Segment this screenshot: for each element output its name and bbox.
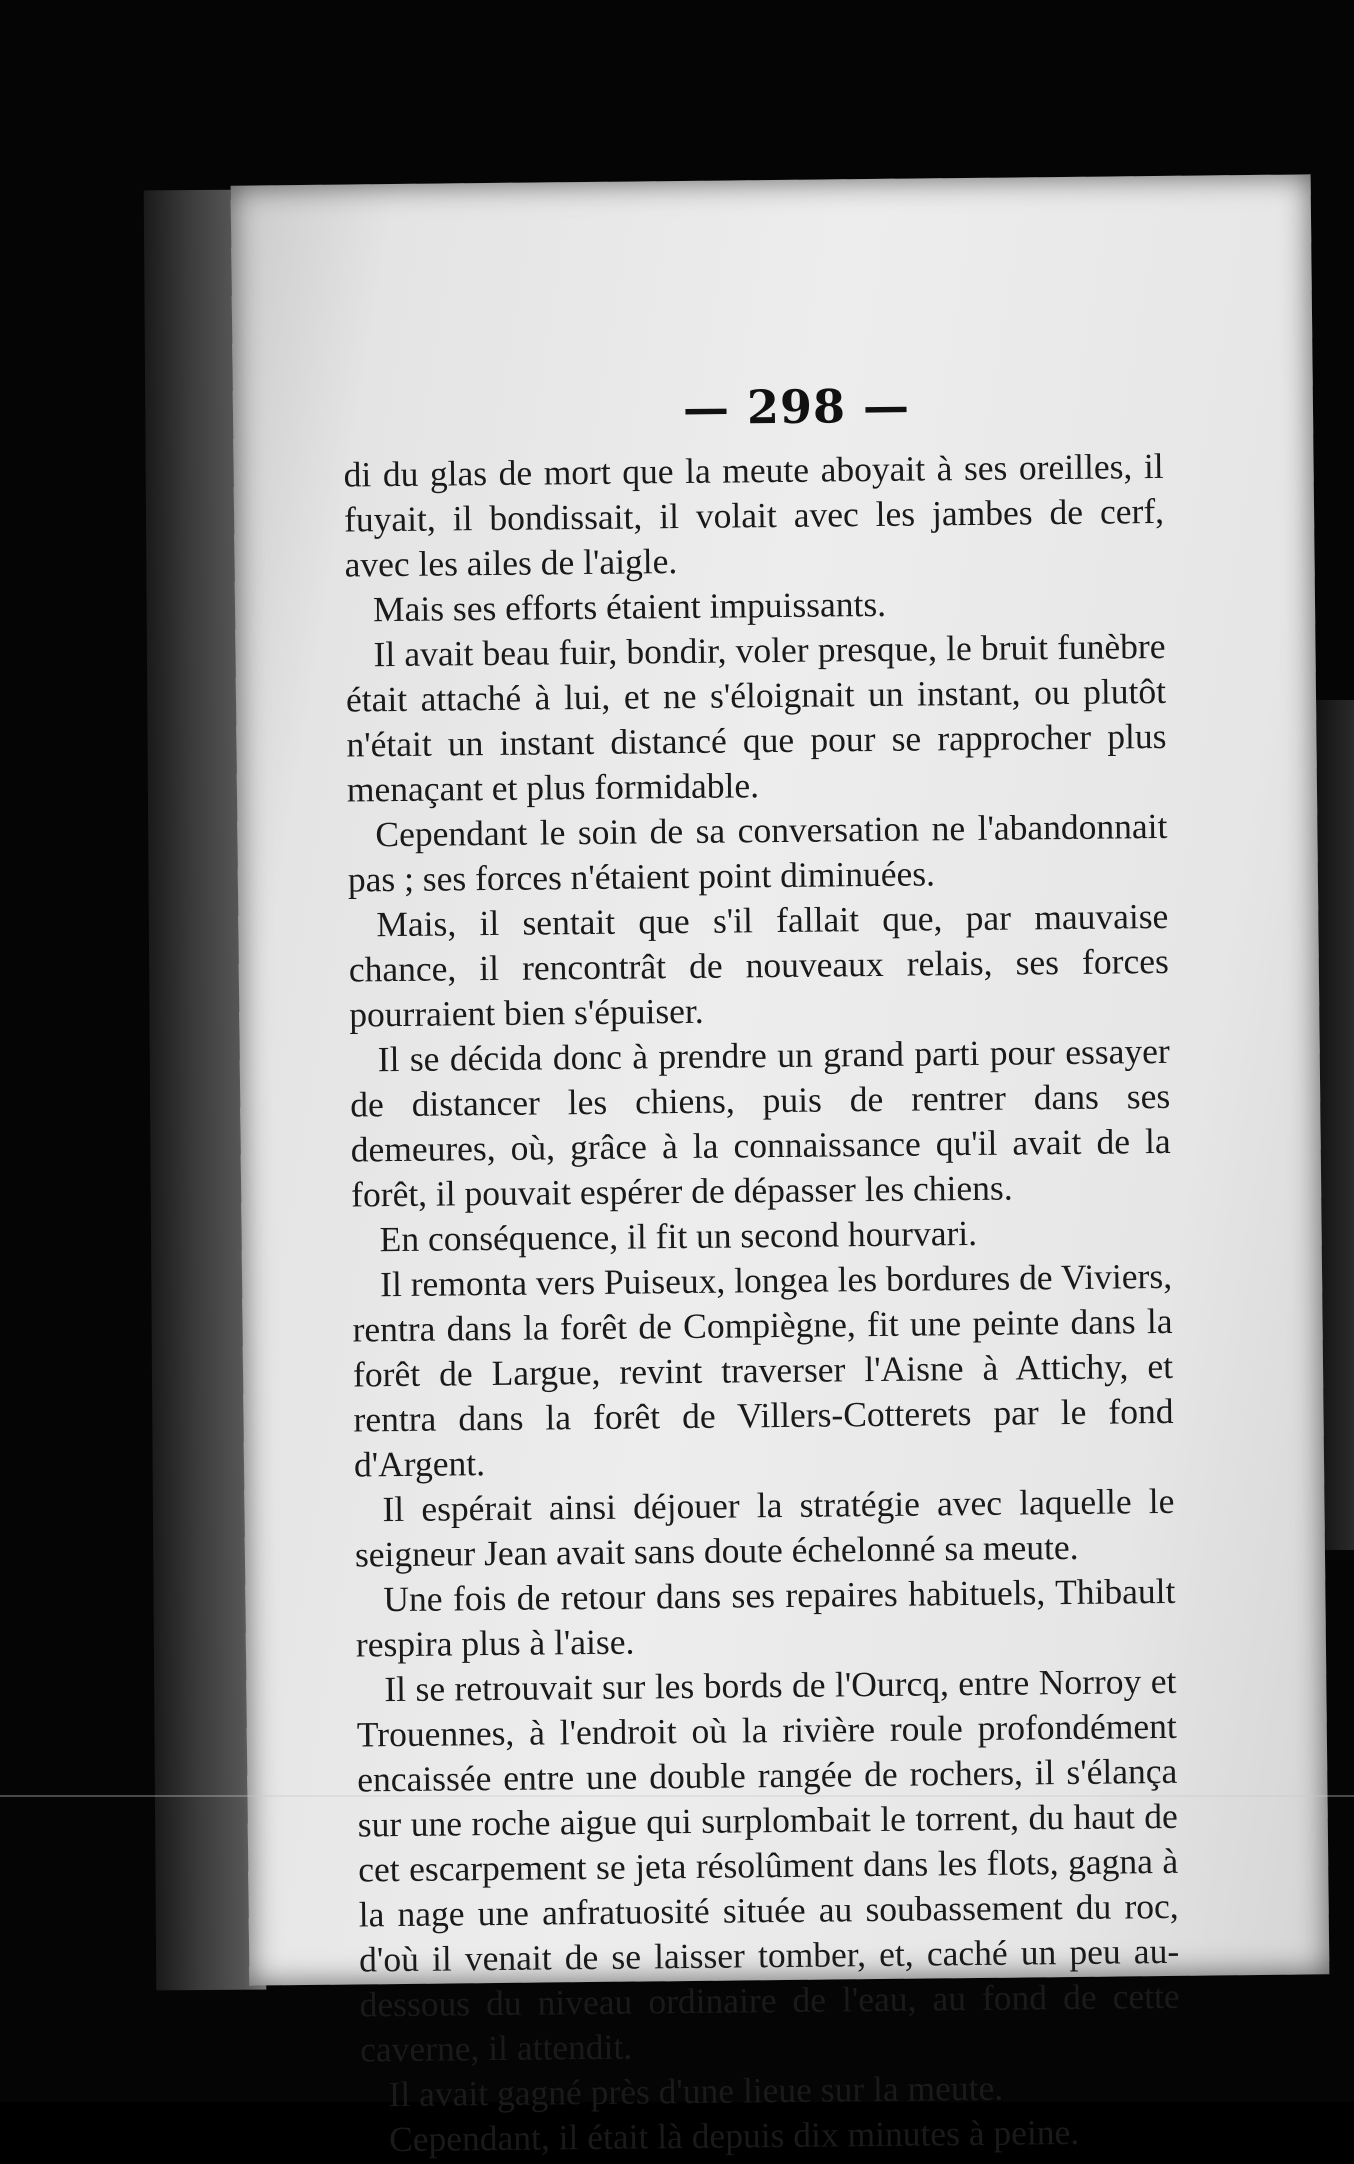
body-text: [343, 444, 1181, 2162]
paragraph: Il avait gagné près d'une lieue sur la meute.: [388, 2067, 1004, 2115]
paragraph: di du glas de mort que la meute aboyait à ses oreilles, il fuyait, il bondissait, il volait avec les jambes de cerf, avec les ailes de l'aigle.: [343, 445, 1165, 585]
paragraph: Il remonta vers Puiseux, longea les bordures de Viviers, rentra dans la forêt de Compiègne, fit une peinte dans la forêt de Largue, revint traverser l'Aisne à Attichy, et rentra dans la forêt de Villers-Cotterets par le fond d'Argent.: [352, 1255, 1174, 1485]
paragraph: En conséquence, il fit un second hourvari.: [379, 1212, 978, 1260]
paragraph: Il avait beau fuir, bondir, voler presque, le bruit funèbre était attaché à lui, et ne s'éloignait un instant, ou plutôt n'était un instant distancé que pour se rapprocher plus menaçant et plus formidable.: [345, 625, 1167, 810]
film-scratch-line: [0, 1795, 1354, 1797]
paragraph: Il espérait ainsi déjouer la stratégie avec laquelle le seigneur Jean avait sans doute échelonné sa meute.: [354, 1480, 1175, 1575]
paragraph: Cependant le soin de sa conversation ne l'abandonnait pas ; ses forces n'étaient point diminuées.: [347, 805, 1168, 900]
paragraph: Mais ses efforts étaient impuissants.: [372, 583, 887, 630]
paragraph: Mais, il sentait que s'il fallait que, par mauvaise chance, il rencontrât de nouveaux relais, ses forces pourraient bien s'épuiser.: [348, 895, 1169, 1035]
paragraph: Il se décida donc à prendre un grand parti pour essayer de distancer les chiens, puis de rentrer dans ses demeures, où, grâce à la connaissance qu'il avait de la forêt, il pouvait espérer de dépasser les chiens.: [350, 1030, 1171, 1215]
page-number: — 298 —: [682, 378, 911, 435]
paragraph: Il se retrouvait sur les bords de l'Ourcq, entre Norroy et Trouennes, à l'endroit où la rivière roule profondément encaissée entre une double rangée de rochers, il s'élança sur une roche aigue qui surplombait le torrent, du haut de cet escarpement se jeta résolûment dans les flots, gagna à la nage une anfratuosité située au soubassement du roc, d'où il venait de se laisser tomber, et, caché un peu au-dessous du niveau ordinaire de l'eau, au fond de cette caverne, il attendit.: [356, 1660, 1180, 2070]
paragraph: Cependant, il était là depuis dix minutes à peine.: [388, 2111, 1080, 2160]
book-page: [231, 174, 1330, 2160]
paragraph: Une fois de retour dans ses repaires habituels, Thibault respira plus à l'aise.: [355, 1570, 1176, 1665]
